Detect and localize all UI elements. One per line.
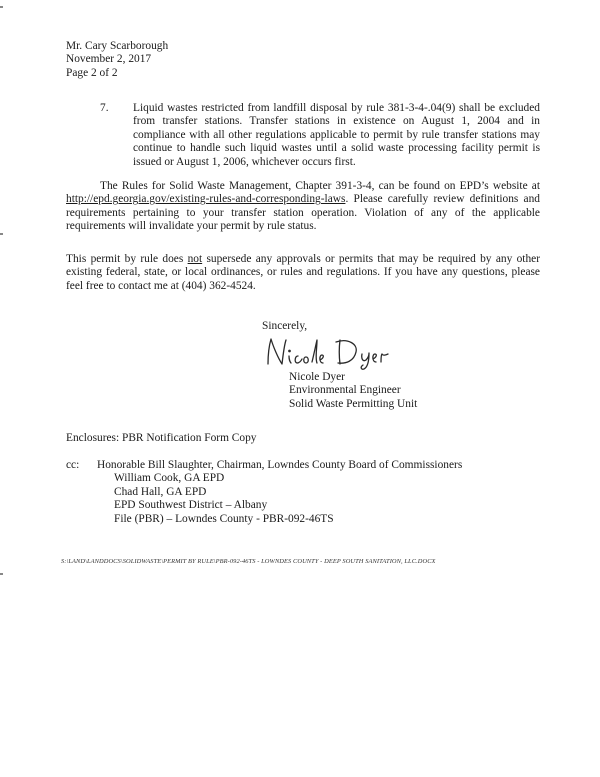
- page-number: Page 2 of 2: [66, 66, 118, 79]
- cc-recipient: File (PBR) – Lowndes County - PBR-092-46TS: [114, 512, 334, 525]
- permit-paragraph: [66, 253, 540, 293]
- cc-recipient: EPD Southwest District – Albany: [114, 499, 268, 512]
- cc-recipient: Honorable Bill Slaughter, Chairman, Lowndes County Board of Commissioners: [97, 459, 463, 471]
- permit-text-2: supersede any approvals or permits that may be required by any other existing federal, state, or local ordinances, or rules and regulations. If you have any questions, please feel free to contact me at (404) 362-4524.: [66, 253, 540, 292]
- signer-block: [289, 371, 417, 411]
- condition-item-7: [100, 102, 540, 169]
- cc-label: cc:: [66, 459, 80, 471]
- rules-paragraph: [66, 180, 540, 234]
- item-text: Liquid wastes restricted from landfill disposal by rule 381-3-4-.04(9) shall be excluded from transfer stations. Transfer stations in existence on August 1, 2004 and in compliance with all other regulations applicable to permit by rule transfer stations may continue to handle such liquid wastes until a solid waste processing facility permit is issued or August 1, 2006, whichever occurs first.: [133, 102, 540, 168]
- signer-title: Environmental Engineer: [289, 384, 401, 397]
- permit-text-1: This permit by rule does: [66, 253, 188, 265]
- rules-text-after: . Please carefully review definitions and requirements pertaining to your transfer station operation. Violation of any of the applicable requirements will invalidate your permit by rule status.: [66, 193, 540, 233]
- file-path-footer: S:\LAND\LANDDOCS\SOLIDWASTE\PERMIT BY RULE\PBR-092-46TS - LOWNDES COUNTY - DEEP SOUTH SANITATION, LLC.DOCX: [61, 558, 436, 565]
- signer-name: Nicole Dyer: [289, 371, 345, 383]
- letter-date: November 2, 2017: [66, 53, 152, 66]
- permit-underlined-word: not: [187, 253, 203, 265]
- handwritten-signature: [262, 334, 412, 370]
- closing-salutation: Sincerely,: [262, 320, 308, 332]
- scan-edge-mark: [0, 233, 3, 235]
- letter-header: [66, 40, 168, 80]
- scan-edge-mark: [0, 6, 3, 8]
- item-number: 7.: [100, 102, 109, 114]
- cc-list: [97, 459, 462, 526]
- recipient-name: Mr. Cary Scarborough: [66, 40, 169, 52]
- enclosures-line: Enclosures: PBR Notification Form Copy: [66, 432, 257, 444]
- signer-unit: Solid Waste Permitting Unit: [289, 397, 418, 410]
- cc-recipient: William Cook, GA EPD: [114, 472, 225, 485]
- rules-text-before: The Rules for Solid Waste Management, Chapter 391-3-4, can be found on EPD’s website at: [100, 180, 540, 192]
- scan-edge-mark: [0, 573, 3, 575]
- cc-recipient: Chad Hall, GA EPD: [114, 485, 207, 498]
- epd-rules-link[interactable]: http://epd.georgia.gov/existing-rules-and-corresponding-laws: [66, 193, 346, 206]
